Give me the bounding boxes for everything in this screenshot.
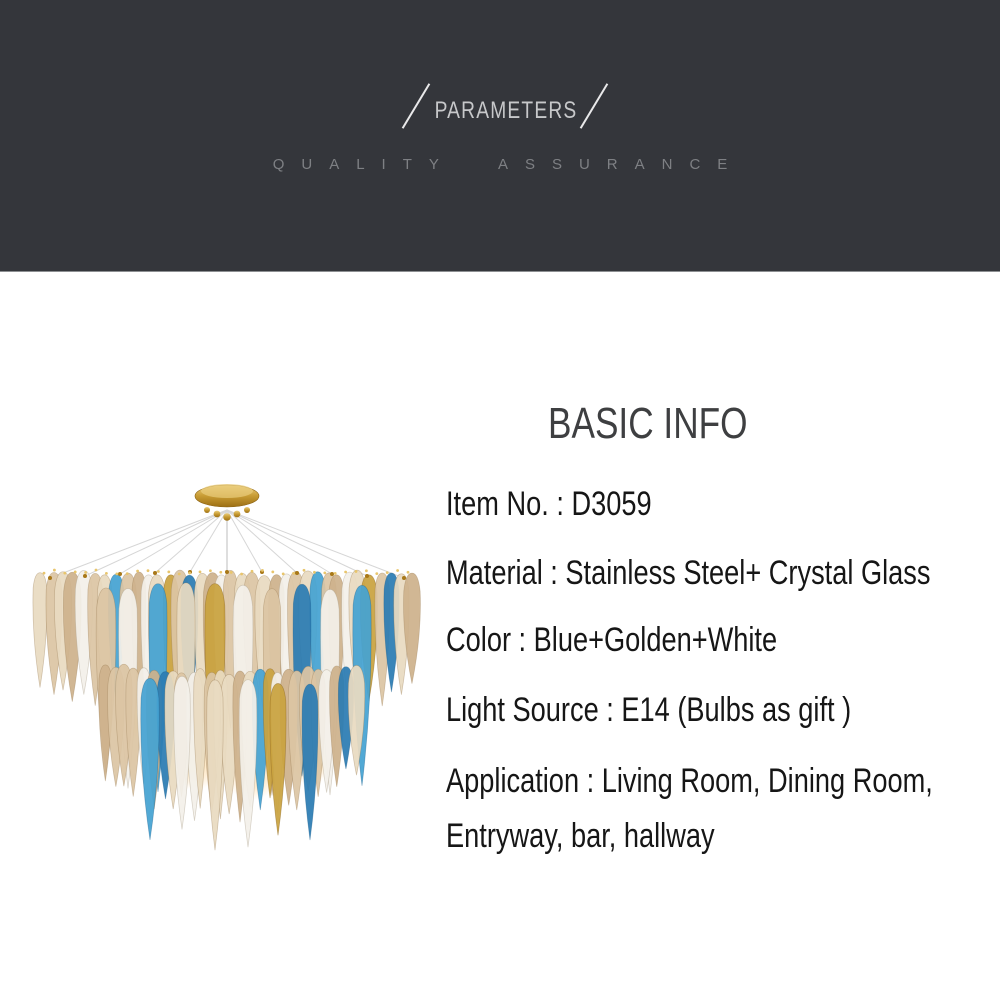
spec-application-wrap: Entryway, bar, hallway — [446, 817, 715, 855]
feather-glass-tiers — [33, 569, 420, 851]
basic-info-heading: BASIC INFO — [548, 398, 748, 448]
chandelier-product-image — [10, 460, 440, 890]
spec-light-source: Light Source : E14 (Bulbs as gift ) — [446, 691, 852, 729]
banner-subtitle: QUALITY ASSURANCE — [272, 156, 745, 173]
slash-right-icon — [580, 83, 608, 129]
spec-material: Material : Stainless Steel+ Crystal Glass — [446, 554, 931, 592]
slash-left-icon — [402, 83, 430, 129]
banner-title: PARAMETERS — [434, 97, 578, 124]
spec-application: Application : Living Room, Dining Room, — [446, 762, 933, 800]
parameters-banner — [0, 0, 1000, 272]
spec-color: Color : Blue+Golden+White — [446, 621, 778, 659]
spec-item-no: Item No. : D3059 — [446, 485, 652, 523]
canopy — [195, 484, 259, 521]
